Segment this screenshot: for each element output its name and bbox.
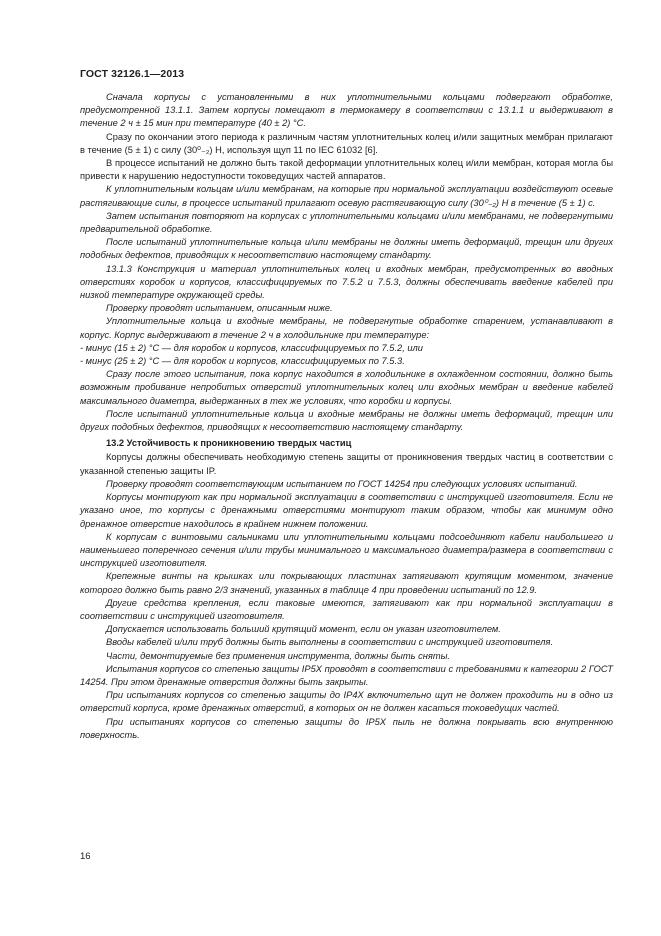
paragraph: Испытания корпусов со степенью защиты IP5X проводят в соответствии с требованиями к категории 2 ГОСТ 14254. При этом дренажные отверстия должны быть закрыты. (80, 663, 613, 687)
paragraph: При испытаниях корпусов со степенью защиты до IP5X пыль не должна покрывать всю внутреннюю поверхность. (80, 716, 613, 740)
paragraph: При испытаниях корпусов со степенью защиты до IP4X включительно щуп не должен проходить ни в одно из отверстий корпуса, кроме дренажных отверстий, в которых он не должен касаться токоведущих частей. (80, 690, 613, 714)
paragraph: Уплотнительные кольца и входные мембраны, не подвергнутые обработке старением, устанавливают в корпус. Корпус выдерживают в течение 2 ч в холодильнике при температуре: (80, 316, 613, 340)
paragraph: К корпусам с винтовыми сальниками или уплотнительными кольцами подсоединяют кабели наибольшего и наименьшего поперечного сечения и/или трубы минимального и максимального диаметра/размера в соответствии с инструкцией изготовителя. (80, 531, 613, 569)
paragraph: Сразу после этого испытания, пока корпус находится в холодильнике в охлажденном состоянии, должно быть возможным пробивание непробитых отверстий уплотнительных колец или входных мембран и введение кабелей максимального диаметра, выдержанных в тех же условиях, что коробки и корпусы. (80, 369, 613, 406)
paragraph: Сначала корпусы с установленными в них уплотнительными кольцами подвергают обработке, предусмотренной 13.1.1. Затем корпусы помещают в термокамеру в соответствии с 13.1.1 и выдерживают в течение 2 ч ± 15 мин при температуре (40 ± 2) °С. (80, 92, 613, 129)
paragraph: Части, демонтируемые без применения инструмента, должны быть сняты. (106, 650, 450, 661)
paragraph: Крепежные винты на крышках или покрывающих пластинах затягивают крутящим моментом, значение которого должно быть равно 2/3 значений, указанных в таблице 4 при проведении испытаний по 12.9. (80, 571, 613, 595)
document-header: ГОСТ 32126.1—2013 (80, 68, 185, 80)
paragraph: Затем испытания повторяют на корпусах с уплотнительными кольцами и/или мембранами, не подвергнутыми предварительной обработке. (80, 210, 613, 235)
section-heading: 13.2 Устойчивость к проникновению твердых частиц (106, 438, 352, 449)
paragraph: В процессе испытаний не должно быть такой деформации уплотнительных колец и/или мембран, которая могла бы привести к нарушению недоступности токоведущих частей аппаратов. (80, 158, 613, 182)
paragraph: После испытаний уплотнительные кольца и входные мембраны не должны иметь деформаций, трещин или других подобных дефектов, приводящих к несоответствию настоящему стандарту. (80, 408, 613, 433)
page-number: 16 (80, 851, 91, 862)
document-body (80, 91, 613, 742)
list-item: - минус (25 ± 2) °С — для коробок и корпусов, классифицируемых по 7.5.3. (80, 356, 405, 367)
paragraph: Допускается использовать больший крутящий момент, если он указан изготовителем. (106, 624, 501, 635)
paragraph: Сразу по окончании этого периода к различным частям уплотнительных колец и/или защитных мембран прилагают в течение (5 ± 1) с силу (30⁰₋₂) Н, используя щуп 11 по IEC 61032 [6]. (80, 131, 613, 155)
paragraph: Корпусы должны обеспечивать необходимую степень защиты от проникновения твердых частиц в соответствии с указанной степенью защиты IP. (80, 452, 613, 476)
paragraph: Проверку проводят соответствующим испытанием по ГОСТ 14254 при следующих условиях испытаний. (106, 478, 578, 489)
paragraph: Корпусы монтируют как при нормальной эксплуатации в соответствии с инструкцией изготовителя. Если не указано иное, то корпусы с дренажными отверстиями монтируют таким образом, чтобы как минимум одно дренажное отверстие находилось в крайнем нижнем положении. (80, 492, 613, 529)
list-item: - минус (15 ± 2) °С — для коробок и корпусов, классифицируемых по 7.5.2, или (80, 342, 423, 353)
paragraph: Проверку проводят испытанием, описанным ниже. (106, 303, 333, 314)
paragraph: 13.1.3 Конструкция и материал уплотнительных колец и входных мембран, предусмотренных во вводных отверстиях коробок и корпусов, классифицируемых по 7.5.2 и 7.5.3, должны обеспечивать введение кабелей при низкой температуре окружающей среды. (80, 263, 613, 301)
paragraph: Вводы кабелей и/или труб должны быть выполнены в соответствии с инструкцией изготовителя. (106, 637, 554, 648)
paragraph: Другие средства крепления, если таковые имеются, затягивают как при нормальной эксплуатации в соответствии с инструкцией изготовителя. (80, 597, 613, 621)
paragraph: К уплотнительным кольцам и/или мембранам, на которые при нормальной эксплуатации воздействуют осевые растягивающие силы, в процессе испытаний прилагают осевую растягивающую силу (30⁰₋₂) Н в течение (5 ± 1) с. (80, 184, 613, 208)
paragraph: После испытаний уплотнительные кольца и/или мембраны не должны иметь деформаций, трещин или других подобных дефектов, приводящих к несоответствию настоящему стандарту. (80, 237, 613, 261)
